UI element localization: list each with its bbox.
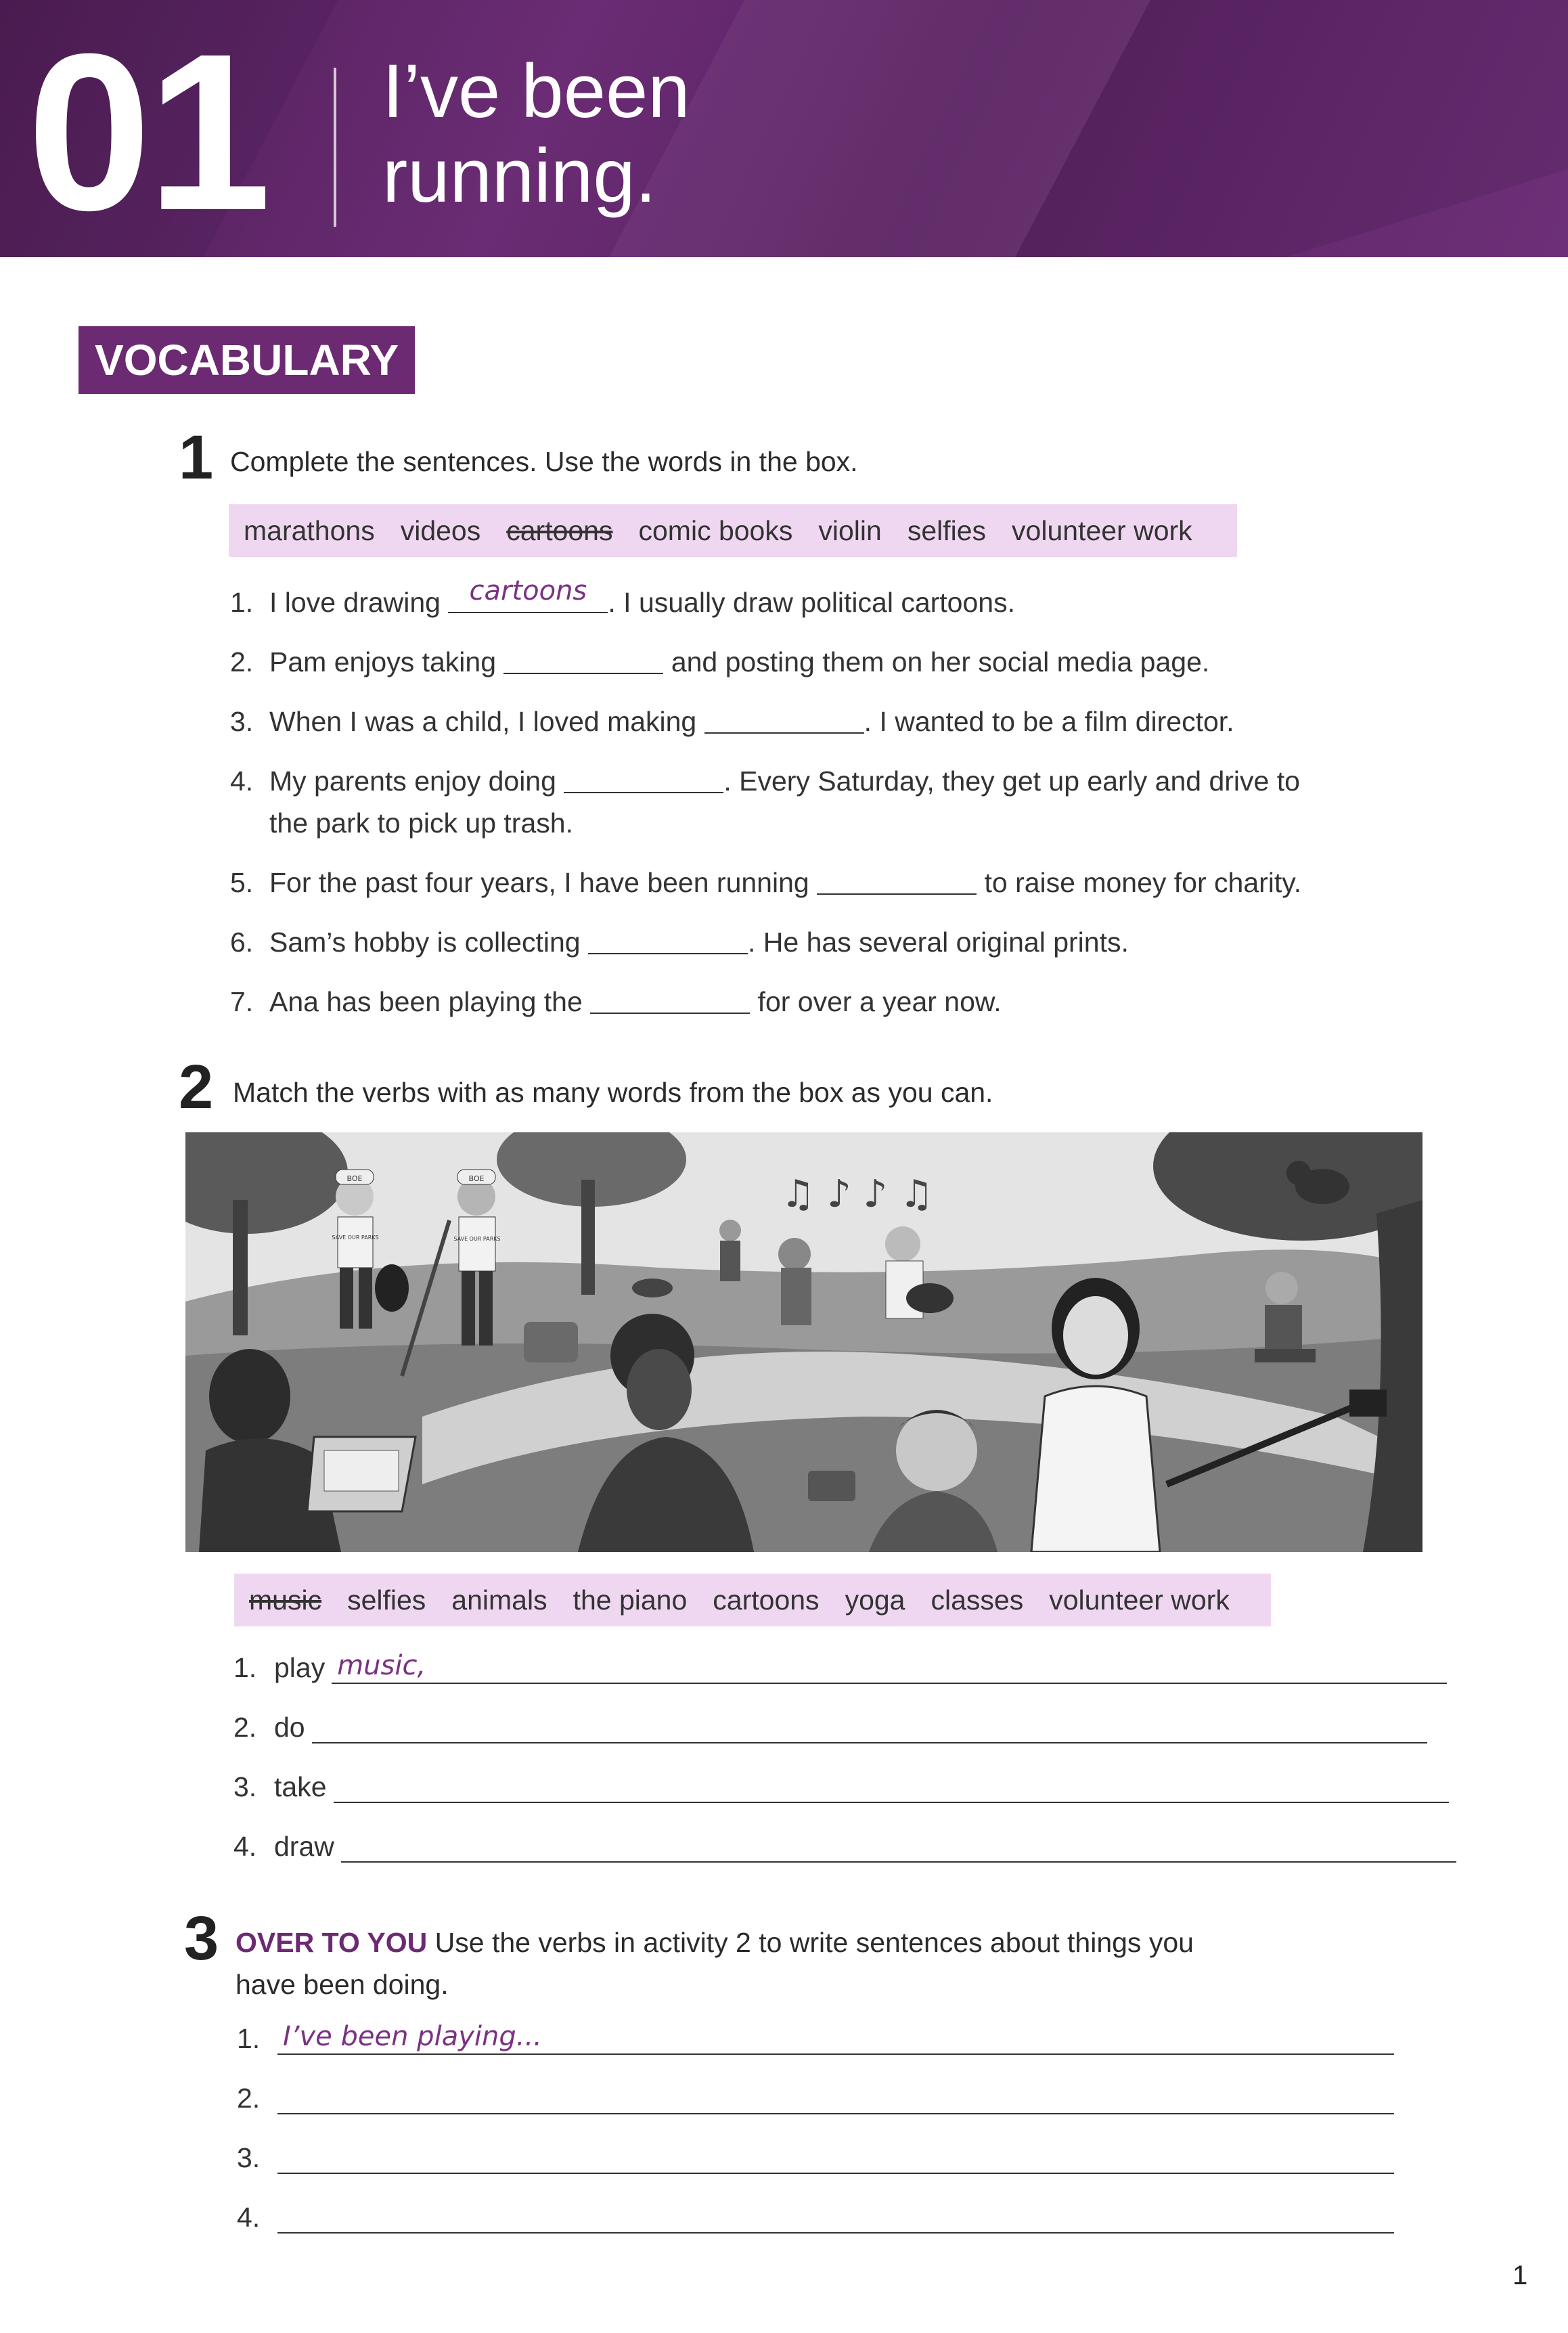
- sentence-item: [230, 575, 1015, 624]
- line-number: 4.: [237, 2202, 261, 2233]
- sentence-item: [230, 642, 1209, 684]
- unit-title-line-2: running.: [382, 133, 656, 219]
- word-box-item: selfies: [907, 514, 987, 546]
- sentence-line: [237, 2141, 1394, 2174]
- sentence-text-before: Ana has been playing the: [269, 986, 583, 1017]
- unit-title: [382, 49, 1127, 219]
- sentence-text-after: to raise money for charity.: [977, 867, 1302, 898]
- activity-1-number: 1: [179, 423, 214, 492]
- match-line: [233, 1771, 1449, 1803]
- sentence-line: [237, 2082, 1394, 2114]
- sentence-text-before: I love drawing: [269, 587, 441, 618]
- volunteer-2-cap-text: BOE: [468, 1174, 485, 1183]
- answer-blank[interactable]: [588, 926, 748, 954]
- answer-line[interactable]: [334, 1771, 1449, 1803]
- match-line: [233, 1830, 1456, 1863]
- line-number: 2.: [233, 1712, 257, 1743]
- section-tag-vocabulary: VOCABULARY: [79, 326, 415, 394]
- line-number: 3.: [233, 1771, 257, 1802]
- verb-label: take: [274, 1771, 327, 1802]
- word-box-item: comic books: [638, 514, 793, 546]
- line-number: 1.: [233, 1652, 257, 1683]
- answer-blank[interactable]: [590, 985, 750, 1014]
- sentence-text-after: . Every Saturday, they get up early and drive to: [723, 765, 1300, 797]
- sentence-text-before: Sam’s hobby is collecting: [269, 927, 581, 958]
- answer-line[interactable]: [332, 1651, 1447, 1684]
- verb-label: draw: [274, 1831, 334, 1862]
- header-divider: [334, 68, 336, 227]
- word-box-item: yoga: [845, 1584, 905, 1616]
- answer-line[interactable]: [341, 1830, 1456, 1863]
- match-line: [233, 1651, 1447, 1684]
- activity-3-number: 3: [184, 1904, 219, 1973]
- activity-2-instruction: Match the verbs with as many words from the box as you can.: [233, 1077, 993, 1108]
- answer-line[interactable]: [277, 2022, 1394, 2055]
- sentence-text-before: When I was a child, I loved making: [269, 706, 697, 737]
- activity-1-word-box: [229, 504, 1237, 557]
- word-box-item: the piano: [573, 1584, 688, 1616]
- word-box-item: classes: [931, 1584, 1024, 1616]
- sentence-number: 5.: [230, 867, 254, 898]
- answer-blank[interactable]: [503, 646, 663, 674]
- answer-blank[interactable]: [564, 765, 723, 793]
- activity-3-instruction-line-2: have been doing.: [236, 1968, 449, 2000]
- handwritten-answer: cartoons: [469, 575, 587, 606]
- sentence-item: [230, 981, 1002, 1023]
- word-box-item: violin: [818, 514, 882, 546]
- sentence-line: [237, 2022, 1394, 2055]
- sentence-item: [230, 761, 1300, 803]
- answer-blank[interactable]: [704, 705, 864, 734]
- verb-label: play: [274, 1652, 326, 1683]
- activity-3-instruction: [236, 1922, 1194, 2005]
- sentence-number: 3.: [230, 706, 254, 737]
- sentence-text-before: For the past four years, I have been running: [269, 867, 809, 898]
- sentence-text-after: and posting them on her social media page.: [663, 646, 1210, 677]
- unit-header: [0, 0, 1568, 257]
- unit-number: 01: [27, 7, 268, 257]
- word-box-item: videos: [400, 514, 481, 546]
- sentence-number: 4.: [230, 765, 254, 797]
- match-line: [233, 1711, 1427, 1743]
- park-scene: [185, 1132, 1423, 1552]
- sentence-text-after: for over a year now.: [750, 986, 1002, 1017]
- answer-line[interactable]: [312, 1711, 1427, 1743]
- word-box-item: volunteer work: [1012, 514, 1192, 546]
- sentence-text-after: . I wanted to be a film director.: [864, 706, 1234, 737]
- unit-title-line-1: I’ve been: [382, 49, 690, 133]
- word-box-item: marathons: [244, 514, 375, 546]
- sentence-item: [230, 922, 1129, 964]
- activity-2-word-box: [234, 1574, 1271, 1626]
- answer-blank[interactable]: [448, 575, 608, 613]
- volunteer-2-shirt-text: SAVE OUR PARKS: [453, 1236, 501, 1242]
- line-number: 4.: [233, 1831, 257, 1862]
- over-to-you-label: OVER TO YOU: [236, 1927, 428, 1958]
- page-number: 1: [1513, 2261, 1528, 2290]
- line-number: 1.: [237, 2023, 261, 2054]
- sentence-number: 1.: [230, 587, 254, 618]
- word-box-item: cartoons: [506, 514, 613, 546]
- music-notes-icon: ♫ ♪ ♪ ♫: [781, 1172, 934, 1216]
- picnic-basket: [524, 1322, 578, 1362]
- line-number: 3.: [237, 2142, 261, 2173]
- sentence-text-after: . He has several original prints.: [748, 927, 1129, 958]
- sentence-continuation: the park to pick up trash.: [269, 807, 573, 839]
- sentence-number: 2.: [230, 646, 254, 677]
- verb-label: do: [274, 1712, 305, 1743]
- line-number: 2.: [237, 2083, 261, 2114]
- handwritten-answer: music,: [337, 1650, 426, 1681]
- sentence-item: [230, 701, 1234, 743]
- word-box-item: music: [249, 1584, 322, 1616]
- activity-2-number: 2: [179, 1052, 214, 1121]
- handwritten-answer: I’ve been playing...: [283, 2021, 542, 2052]
- sentence-item: [230, 862, 1301, 904]
- volunteer-1-cap-text: BOE: [346, 1174, 363, 1183]
- word-box-item: volunteer work: [1049, 1584, 1230, 1616]
- sentence-number: 6.: [230, 927, 254, 958]
- sentence-text-before: Pam enjoys taking: [269, 646, 497, 677]
- answer-line[interactable]: [277, 2201, 1394, 2234]
- answer-blank[interactable]: [817, 866, 977, 895]
- word-box-item: animals: [451, 1584, 547, 1616]
- park-illustration: [185, 1132, 1423, 1552]
- word-box-item: selfies: [347, 1584, 426, 1616]
- volunteer-1-shirt-text: SAVE OUR PARKS: [332, 1235, 379, 1241]
- sentence-line: [237, 2201, 1394, 2234]
- activity-1-instruction: Complete the sentences. Use the words in the box.: [230, 446, 858, 477]
- word-box-item: cartoons: [713, 1584, 820, 1616]
- activity-3-instruction-line-1: Use the verbs in activity 2 to write sentences about things you: [427, 1927, 1194, 1958]
- sentence-text-before: My parents enjoy doing: [269, 765, 556, 797]
- answer-line[interactable]: [277, 2141, 1394, 2174]
- sentence-number: 7.: [230, 986, 254, 1017]
- sentence-text-after: . I usually draw political cartoons.: [608, 587, 1015, 618]
- answer-line[interactable]: [277, 2082, 1394, 2114]
